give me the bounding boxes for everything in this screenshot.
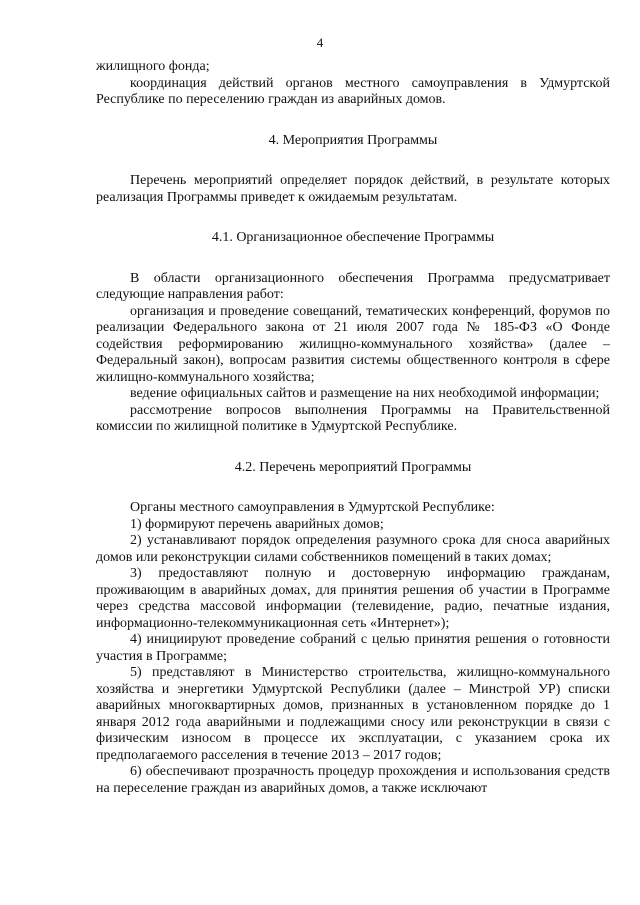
list-item: 6) обеспечивают прозрачность процедур прохождения и использования средств на переселение граждан из аварийных домов, а также исключают — [96, 764, 610, 796]
section-heading: 4.2. Перечень мероприятий Программы — [234, 459, 472, 475]
list-item: 4) инициируют проведение собраний с целью принятия решения о готовности участия в Программе; — [96, 632, 610, 664]
paragraph: В области организационного обеспечения Программа предусматривает следующие направления работ: — [96, 270, 610, 302]
section-heading: 4.1. Организационное обеспечение Программы — [211, 230, 495, 245]
page-content — [96, 59, 610, 797]
paragraph: координация действий органов местного самоуправления в Удмуртской Республике по переселению граждан из аварийных домов. — [96, 75, 610, 107]
list-item: 2) устанавливают порядок определения разумного срока для сноса аварийных домов или реконструкции силами собственников помещений в таких домах; — [96, 533, 610, 565]
paragraph: рассмотрение вопросов выполнения Программы на Правительственной комиссии по жилищной политике в Удмуртской Республике. — [96, 402, 610, 434]
paragraph: жилищного фонда; — [96, 59, 210, 74]
paragraph: Органы местного самоуправления в Удмуртской Республике: — [130, 500, 495, 515]
list-item: 5) представляют в Министерство строительства, жилищно-коммунального хозяйства и энергетики Удмуртской Республики (далее – Минстрой УР) списки аварийных многоквартирных домов, признанных в установленном порядке до 1 января 2012 года аварийными и подлежащими сносу или реконструкции в связи с физическим износом в процессе их эксплуатации, с указанием срока их предполагаемого расселения в течение 2013 – 2017 годов; — [96, 665, 610, 763]
list-item: 1) формируют перечень аварийных домов; — [130, 516, 384, 532]
paragraph: организация и проведение совещаний, тематических конференций, форумов по реализации Федерального закона от 21 июля 2007 года № 185-ФЗ «О Фонде содействия реформированию жилищно-коммунального хозяйства» (далее – Федеральный закон), вопросам развития системы общественного контроля в сфере жилищно-коммунального хозяйства; — [96, 303, 610, 385]
paragraph: ведение официальных сайтов и размещение на них необходимой информации; — [130, 386, 600, 401]
list-item: 3) предоставляют полную и достоверную информацию гражданам, проживающим в аварийных домах, для принятия решения об участии в Программе через средства массовой информации (телевидение, радио, печатные издания, информационно-телекоммуникационная сеть «Интернет»); — [96, 566, 610, 631]
page-number: 4 — [316, 35, 324, 50]
section-heading: 4. Мероприятия Программы — [268, 132, 438, 148]
paragraph: Перечень мероприятий определяет порядок действий, в результате которых реализация Программы приведет к ожидаемым результатам. — [96, 173, 610, 205]
